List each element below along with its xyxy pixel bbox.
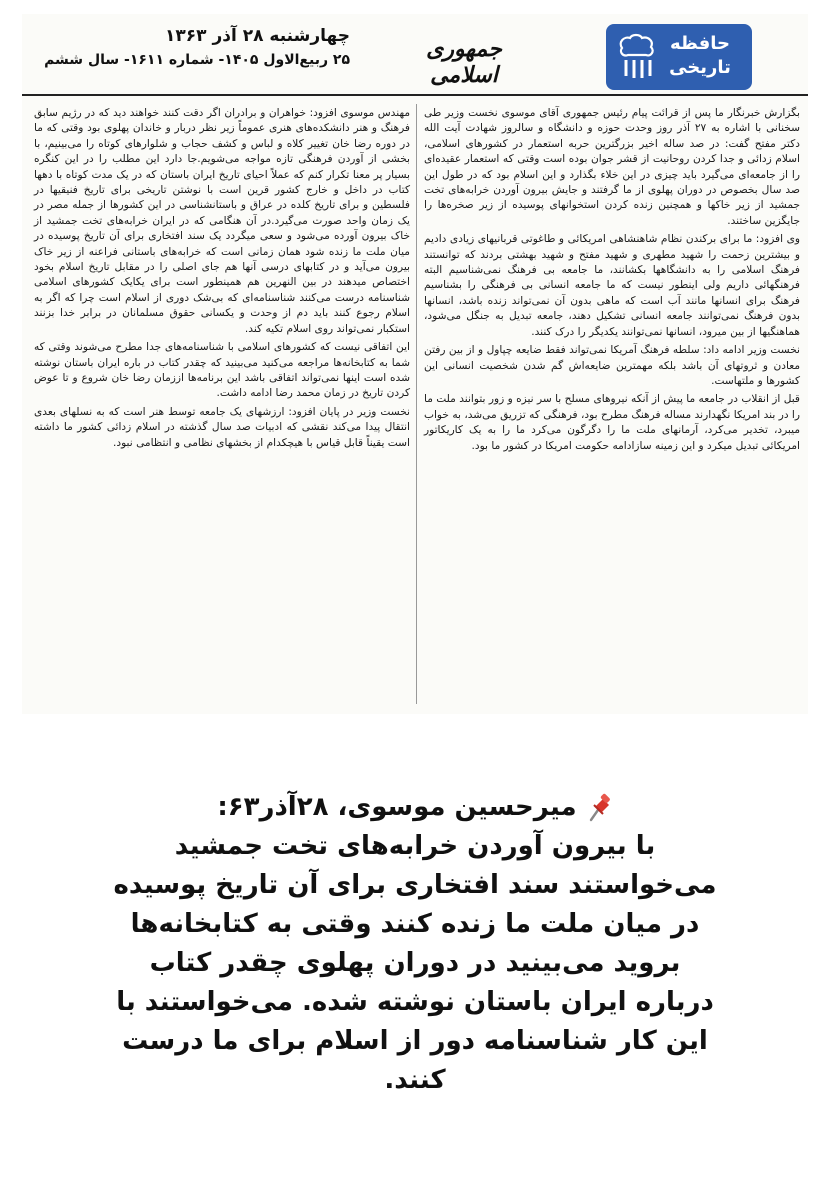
masthead bbox=[22, 14, 808, 96]
article-column-right bbox=[424, 106, 800, 457]
article-paragraph: نخست وزیر در پایان افزود: ارزشهای یک جامعه توسط هنر است که به نسلهای بعدی انتقال پیدا می‌کند نقشی که ادبیات صد سال گذشته در اسلام زدائی کشور ما داشته است یقیناً قابل قیاس با هیچکدام از بخشهای نظامی و انتظامی نبود. bbox=[34, 405, 410, 449]
caption-body: با بیرون آوردن خرابه‌های تخت جمشید می‌خواستند سند افتخاری برای آن تاریخ پوسیده در میان ملت ما زنده کنند وقتی به کتابخانه‌ها بروید می‌بینید در دوران پهلوی چقدر کتاب درباره ایران باستان نوشته شده. می‌خواستند با این کار شناسنامه دور از اسلام برای ما درست کنند. bbox=[113, 831, 717, 1095]
logo-line-1: حافظه bbox=[670, 33, 730, 54]
brain-pen-icon bbox=[614, 32, 660, 82]
article-paragraph: نخست وزیر ادامه داد: سلطه فرهنگ آمریکا نمی‌تواند فقط ضایعه چپاول و از بین رفتن معادن و ثروتهای آن باشد بلکه مهمترین ضایعه‌اش گم شدن شخصیت انسانی این کشورها و ملتهاست. bbox=[424, 344, 800, 387]
caption-heading-row bbox=[110, 788, 720, 827]
logo-line-2: تاریخی bbox=[669, 57, 731, 78]
newspaper-clipping bbox=[22, 14, 808, 714]
article-paragraph: مهندس موسوی افزود: خواهران و برادران اگر دقت کنند خواهند دید که در رژیم سابق فرهنگ و هنر دانشکده‌های هنری عموماً زیر نظر دربار و خاندان پهلوی بود وقتی که ما در دوره رضا خان تغییر کلاه و لباس و کشف حجاب و شلوارهای کوتاه را می‌بینیم، با بخشی از آوردن فرهنگی تازه مواجه می‌شویم.جا دارد این مطلب را در این کنگره بسیار پر معنا تکرار کنم که عملاً احیای تاریخ ایران باستان که در یک مدت کوتاه با دهها کتاب در داخل و خارج کشور قرین است با نوشتن تاریخی برای تاریخ فنیقیها در فلسطین و برای تاریخ کلده در عراق و باستانشناسی در این کشورها از جمله مصر در یک زمان واحد صورت می‌گیرد.در آن هنگامی که در ایران خرابه‌های تخت جمشید از خاک بیرون آورده می‌شود و سعی میگردد یک سند افتخاری برای آن تاریخ پوسیده در میان ملت ما زنده شود همان زمانی است که خرابه‌های باستانی فراعنه از زیر خاک بیرون می‌آید و در کتابهای درسی آنها هم جای اصلی را در مقابل تاریخ اسلام بخود اختصاص میدهند در بین النهرین هم همینطور است برای یکایک کشورهای اسلامی شناسنامه درست می‌کنند شناسنامه‌ای که بی‌شک دوری از اسلام است چرا که اگر به اسلام رجوع کنند باید دم از وحدت و یکسانی حقوق مسلمانان در برابر خدا بزنند استکبار نمی‌تواند روی اسلام تکیه کند. bbox=[34, 107, 410, 335]
column-divider bbox=[416, 104, 417, 704]
article-column-left bbox=[34, 106, 410, 454]
issue-number: ۲۵ ربیع‌الاول ۱۴۰۵- شماره ۱۶۱۱- سال ششم bbox=[44, 52, 350, 68]
date-block bbox=[30, 24, 350, 72]
hafeze-tarikhi-logo bbox=[606, 24, 752, 90]
newspaper-name: جمهوری اسلامی bbox=[426, 36, 502, 88]
quote-caption bbox=[110, 788, 720, 1100]
article-paragraph: قبل از انقلاب در جامعه ما پیش از آنکه نیروهای مسلح با سر نیزه و زور بتوانند ملت ما را در بند امریکا نگهدارند مساله فرهنگ مطرح بود، فرهنگی که تزریق می‌شد، به خواب میبرد، تخدیر می‌کرد، آرمانهای ملت ما را دگرگون می‌کرد ما را به یک کاریکاتور امریکائی تبدیل میکرد و این زمینه سازادامه حکومت امریکا در کشور ما بود. bbox=[424, 393, 800, 452]
article-paragraph: وی افزود: ما برای برکندن نظام شاهنشاهی امریکائی و طاغوتی قربانیهای زیادی دادیم و بیشترین زحمت را شهید مطهری و شهید مفتح و شهید بهشتی بردند که توانستند فرهنگ اسلامی را به دانشگاهها بکشانند، ما جامعه بی فرهنگ نمی‌شناسیم البته فرهنگهائی داریم ولی اینطور نیست که ما جامعه انسانی بی فرهنگی را بشناسیم فرهنگ برای انسانها مانند آب است که ماهی بدون آن نمی‌تواند زنده باشد، انسانها بدون فرهنگ نمی‌توانند جامعه انسانی تشکیل دهند، جامعه تبدیل به جنگل می‌شود، هماهنگیها از بین میرود، انسانها نمی‌توانند یکدیگر را درک کنند. bbox=[424, 233, 800, 338]
article-paragraph: بگزارش خبرنگار ما پس از قرائت پیام رئیس جمهوری آقای موسوی نخست وزیر طی سخنانی با اشاره به ۲۷ آذر روز وحدت حوزه و دانشگاه و سالروز شهادت آیت الله دکتر مفتح گفت: در صد ساله اخیر بزرگترین حربه استعمار در کشورهای اسلامی، اسلام زدائی و جدا کردن روحانیت از قشر جوان بوده است وقتی که استعمار عقیده‌ای را از جامعه‌ای می‌گیرد باید چیزی در این خلاء بگذارد و این اسلام بود که در طول این صد سال بخصوص در دوران پهلوی از ما گرفتند و جایش بیرون آوردن خرابه‌های تخت جمشید از زیر خاکها و همچنین زنده کردن استخوانهای پوسیده از زیر صخره‌ها را جایگزین ساختند. bbox=[424, 107, 801, 227]
caption-heading: میرحسین موسوی، ۲۸آذر۶۳: bbox=[217, 792, 577, 822]
issue-date: چهارشنبه ۲۸ آذر ۱۳۶۳ bbox=[165, 26, 350, 46]
logo-text bbox=[658, 32, 742, 80]
pushpin-icon bbox=[585, 793, 613, 823]
article-paragraph: این اتفاقی نیست که کشورهای اسلامی با شناسنامه‌های جدا مطرح می‌شوند وقتی که شما به کتابخانه‌ها مراجعه می‌کنید می‌بینید که چقدر کتاب در باره ایران باستان نوشته شده است اینها نمی‌تواند اتفاقی باشد این برنامه‌ها اززمان رضا خان شروع و تا عوض کردن تاریخ در زمان محمد رضا ادامه داشت. bbox=[34, 341, 410, 400]
